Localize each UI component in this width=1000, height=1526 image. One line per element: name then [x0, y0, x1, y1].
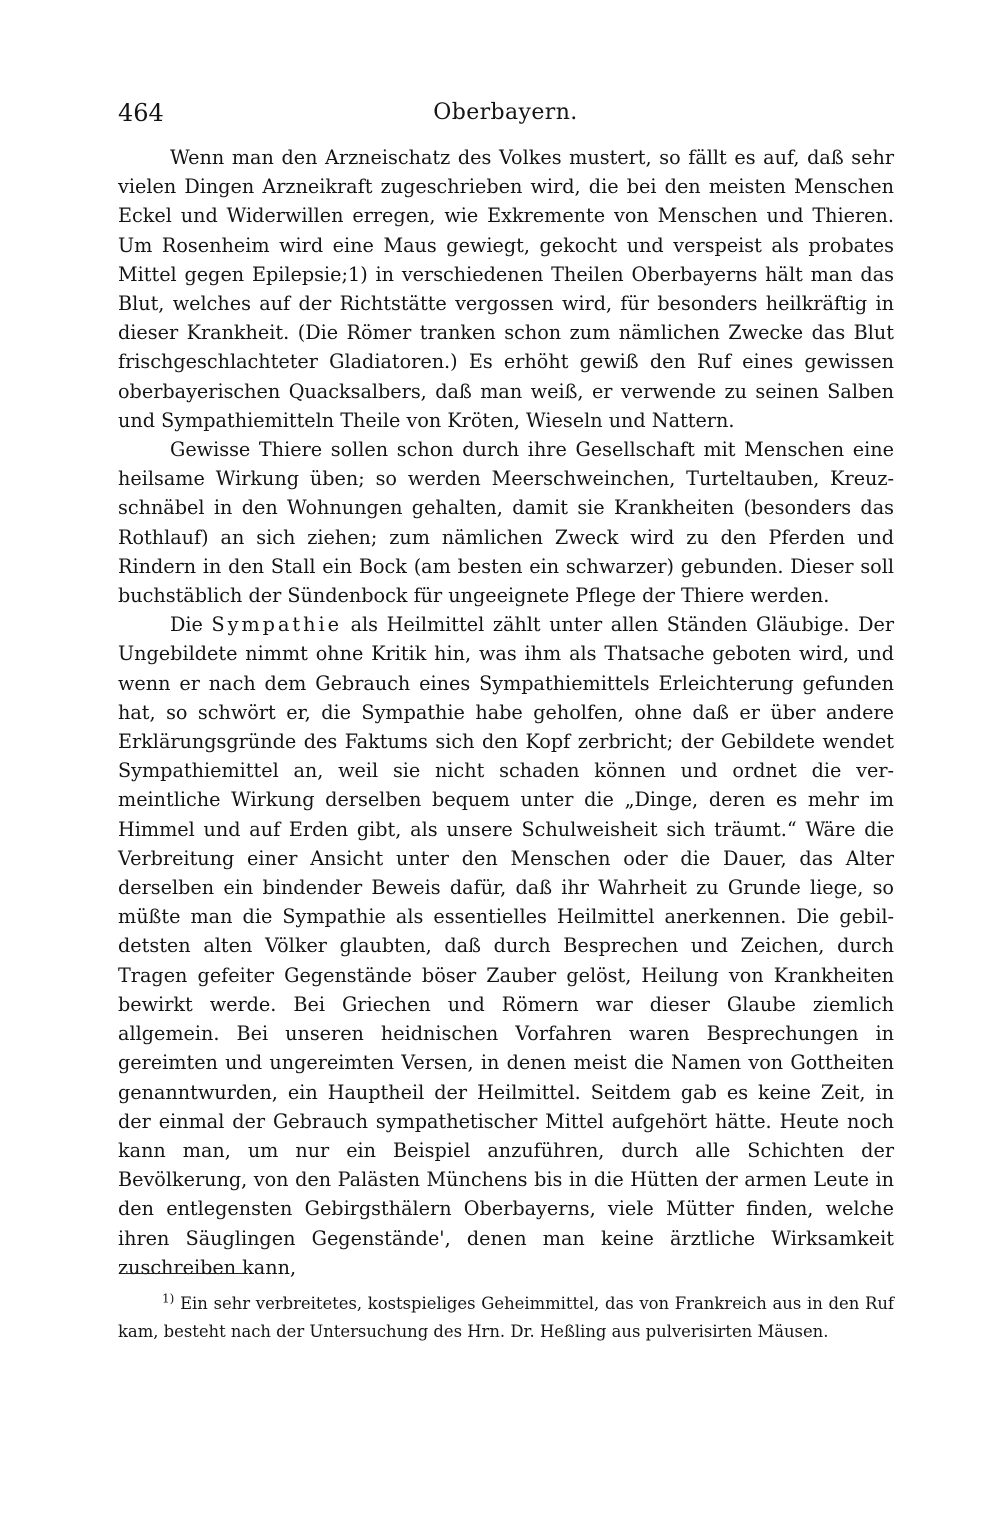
- emphasized-term: Sympathie: [211, 613, 342, 637]
- paragraph-3-text: als Heilmittel zählt unter allen Ständen Gläubige. Der Ungebildete nimmt ohne Kritik hin, was ihm als Thatsache geboten wird, und wenn er nach dem Gebrauch eines Sympathiemittels Erleichterung gefunden hat, so schwört er, die Sympathie habe geholfen, ohne daß er über andere Erklärungsgründe des Faktums sich den Kopf zerbricht; der Gebildete wendet Sympathiemittel an, weil sie nicht schaden können und ordnet die vermeintliche Wirkung derselben bequem unter die „Dinge, deren es mehr im Himmel und auf Erden gibt, als unsere Schulweisheit sich träumt.“ Wäre die Verbreitung einer Ansicht unter den Menschen oder die Dauer, das Alter derselben ein bindender Beweis dafür, daß ihr Wahrheit zu Grunde liege, so müßte man die Sympathie als essentielles Heilmittel anerkennen. Die gebildetsten alten Völker glaubten, daß durch Besprechen und Zeichen, durch Tragen gefeiter Gegenstände böser Zauber gelöst, Heilung von Krankheiten bewirkt werde. Bei Griechen und Römern war dieser Glaube ziemlich allgemein. Bei unseren heidnischen Vorfahren waren Besprechungen in gereimten und ungereimten Versen, in denen meist die Namen von Gottheiten genanntwurden, ein Hauptheil der Heilmittel. Seitdem gab es keine Zeit, in der einmal der Gebrauch sympathetischer Mittel aufgehört hätte. Heute noch kann man, um nur ein Beispiel anzuführen, durch alle Schichten der Bevölkerung, von den Palästen Münchens bis in die Hütten der armen Leute in den entlegensten Gebirgsthälern Oberbayerns, viele Mütter finden, welche ihren Säuglingen Gegenstände', denen man keine ärztliche Wirksamkeit zuschreiben kann,: [118, 613, 894, 1279]
- page-header: [118, 98, 893, 132]
- footnote-1-text: Ein sehr verbreitetes, kostspieliges Geheimmittel, das von Frankreich aus in den Ruf kam, besteht nach der Untersuchung des Hrn. Dr. Heßling aus pulverisirten Mäusen.: [118, 1294, 894, 1341]
- paragraph-3: [118, 610, 894, 1282]
- main-text: [118, 143, 894, 1282]
- paragraph-1-text: Wenn man den Arzneischatz des Volkes mustert, so fällt es auf, daß sehr vielen Dingen Arzneikraft zugeschrieben wird, die bei den meisten Menschen Eckel und Widerwillen erregen, wie Exkremente von Menschen und Thieren. Um Rosenheim wird eine Maus gewiegt, gekocht und verspeist als probates Mittel gegen Epilepsie;: [118, 146, 894, 286]
- running-head: Oberbayern.: [433, 100, 578, 125]
- paragraph-3-lead: Die: [170, 613, 212, 637]
- footnote-1-mark: 1): [162, 1291, 175, 1306]
- paragraph-1: [118, 143, 894, 435]
- paragraph-2: Gewisse Thiere sollen schon durch ihre Gesellschaft mit Menschen eine heilsame Wirkung üben; so werden Meerschweinchen, Turteltauben, Kreuzschnäbel in den Wohnungen gehalten, damit sie Krankheiten (besonders das Rothlauf) an sich ziehen; zum nämlichen Zweck wird zu den Pferden und Rindern in den Stall ein Bock (am besten ein schwarzer) gebunden. Dieser soll buchstäblich der Sündenbock für ungeeignete Pflege der Thiere werden.: [118, 438, 894, 608]
- footnote-1: [118, 1290, 894, 1346]
- footnote-divider: [120, 1273, 244, 1274]
- footnote-reference: 1): [347, 262, 368, 286]
- paragraph-1-continuation: in verschiedenen Theilen Oberbayerns hält man das Blut, welches auf der Richtstätte vergossen wird, für besonders heilkräftig in dieser Krankheit. (Die Römer tranken schon zum nämlichen Zwecke das Blut frischgeschlachteter Gladiatoren.) Es erhöht gewiß den Ruf eines gewissen oberbayerischen Quacksalbers, daß man weiß, er verwende zu seinen Salben und Sympathiemitteln Theile von Kröten, Wieseln und Nattern.: [118, 262, 894, 432]
- page-number: 464: [118, 99, 164, 127]
- footnotes: [118, 1290, 894, 1346]
